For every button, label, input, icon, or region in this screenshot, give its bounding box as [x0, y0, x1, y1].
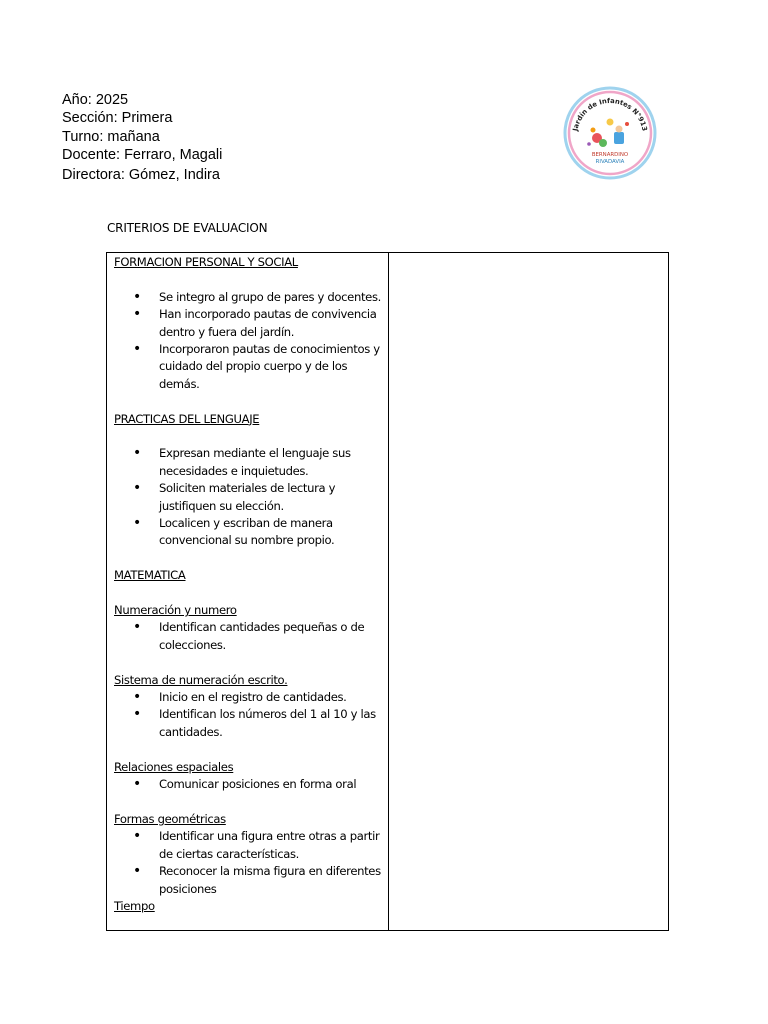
bullet-list: [114, 776, 382, 793]
section-heading: MATEMATICA: [114, 568, 186, 583]
section-heading: PRACTICAS DEL LENGUAJE: [114, 411, 260, 426]
list-item: • Reconocer la misma figura en diferentes posiciones: [114, 863, 382, 898]
bullet-list: [114, 289, 382, 393]
observations-column: [389, 253, 668, 930]
document-header: [62, 91, 222, 184]
list-item: • Se integro al grupo de pares y docentes.: [114, 289, 382, 306]
list-item: • Incorporaron pautas de conocimientos y cuidado del propio cuerpo y de los demás.: [114, 341, 382, 393]
svg-text:RIVADAVIA: RIVADAVIA: [595, 159, 625, 165]
list-item: • Identifican cantidades pequeñas o de colecciones.: [114, 619, 382, 654]
subsection-title: Sistema de numeración escrito.: [114, 672, 288, 687]
section-heading: FORMACION PERSONAL Y SOCIAL: [114, 255, 298, 269]
shift-line: Turno: mañana: [62, 128, 160, 145]
bullet-list: [114, 619, 382, 654]
criteria-content: [114, 254, 382, 915]
bullet-list: [114, 445, 382, 549]
list-item: • Identificar una figura entre otras a partir de ciertas características.: [114, 828, 382, 863]
subsection-title: Formas geométricas: [114, 811, 226, 826]
evaluation-table: [106, 252, 669, 931]
list-item: • Soliciten materiales de lectura y justifiquen su elección.: [114, 480, 382, 515]
bullet-list: [114, 828, 382, 898]
list-item: • Comunicar posiciones en forma oral: [114, 776, 382, 793]
teacher-line: Docente: Ferraro, Magali: [62, 146, 223, 163]
list-item: • Han incorporado pautas de convivencia dentro y fuera del jardín.: [114, 306, 382, 341]
list-item: • Localicen y escriban de manera convencional su nombre propio.: [114, 515, 382, 550]
subsection-title: Relaciones espaciales: [114, 759, 234, 774]
list-item: • Inicio en el registro de cantidades.: [114, 689, 382, 706]
subsection-title: Numeración y numero: [114, 603, 237, 618]
bullet-list: [114, 689, 382, 741]
svg-text:BERNARDINO: BERNARDINO: [591, 152, 629, 158]
list-item: • Identifican los números del 1 al 10 y las cantidades.: [114, 706, 382, 741]
year-line: Año: 2025: [62, 92, 129, 108]
list-item: • Expresan mediante el lenguaje sus necesidades e inquietudes.: [114, 445, 382, 480]
director-line: Directora: Gómez, Indira: [62, 167, 220, 184]
criteria-column: [107, 253, 389, 930]
school-seal-logo: [563, 86, 657, 180]
subsection-title: Tiempo: [114, 898, 155, 913]
svg-text:Jardín de Infantes N°913: Jardín de Infantes N°913: [571, 96, 649, 132]
section-line: Sección: Primera: [62, 110, 173, 127]
criteria-title: CRITERIOS DE EVALUACION: [107, 221, 268, 235]
